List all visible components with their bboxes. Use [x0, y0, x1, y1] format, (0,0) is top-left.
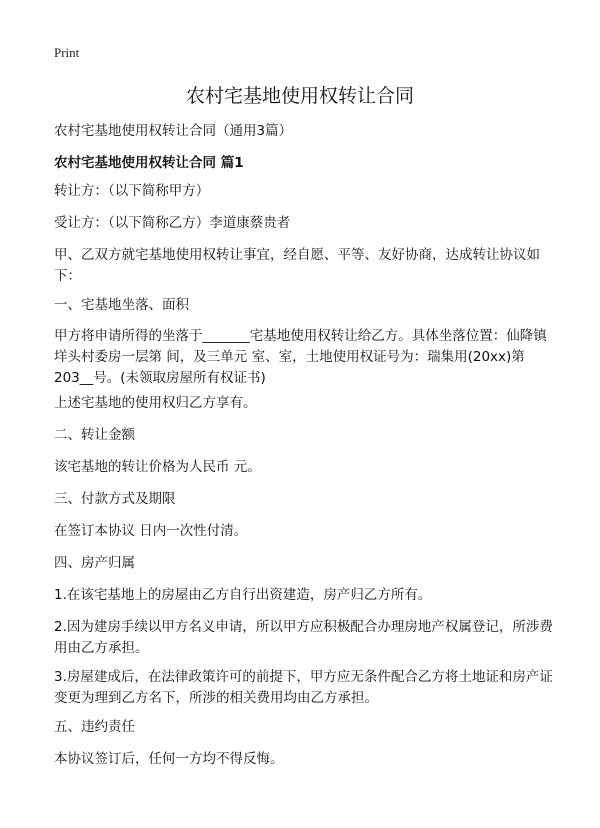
paragraph-location-details: 甲方将申请所得的坐落于_______宅基地使用权转让给乙方。具体坐落位置：仙降镇垟头村委房一层第 间，及三单元 室、室，土地使用权证号为：瑞集用(20xx)第203__号。(未领取房屋所有权证书)	[54, 328, 547, 386]
heading-payment: 三、付款方式及期限	[54, 491, 176, 507]
paragraph-property-3: 3.房屋建成后，在法律政策许可的前提下，甲方应无条件配合乙方将土地证和房产证变更为理到乙方名下，所涉的相关费用均由乙方承担。	[54, 669, 553, 706]
paragraph-ownership: 上述宅基地的使用权归乙方享有。	[54, 395, 257, 411]
paragraph-transferor: 转让方：（以下简称甲方）	[54, 183, 210, 199]
paragraph-property-2: 2.因为建房手续以甲方名义申请，所以甲方应积极配合办理房地产权属登记，所涉费用由乙方承担。	[54, 619, 553, 656]
heading-transfer-amount: 二、转让金额	[54, 427, 135, 443]
heading-location-area: 一、宅基地坐落、面积	[54, 297, 189, 313]
document-subtitle: 农村宅基地使用权转让合同（通用3篇）	[54, 123, 293, 139]
print-link[interactable]: Print	[54, 45, 80, 60]
paragraph-intro: 甲、乙双方就宅基地使用权转让事宜，经自愿、平等、友好协商，达成转让协议如下：	[54, 247, 540, 284]
heading-property: 四、房产归属	[54, 555, 135, 571]
heading-breach: 五、违约责任	[54, 719, 135, 735]
paragraph-transferee: 受让方：（以下简称乙方）李道康蔡贵者	[54, 215, 291, 231]
paragraph-payment-terms: 在签订本协议 日内一次性付清。	[54, 523, 248, 539]
paragraph-breach: 本协议签订后，任何一方均不得反悔。	[54, 751, 284, 767]
section-title: 农村宅基地使用权转让合同 篇1	[54, 155, 244, 171]
paragraph-price: 该宅基地的转让价格为人民币 元。	[54, 459, 261, 475]
paragraph-property-1: 1.在该宅基地上的房屋由乙方自行出资建造，房产归乙方所有。	[54, 587, 432, 603]
document-title: 农村宅基地使用权转让合同	[185, 85, 414, 107]
